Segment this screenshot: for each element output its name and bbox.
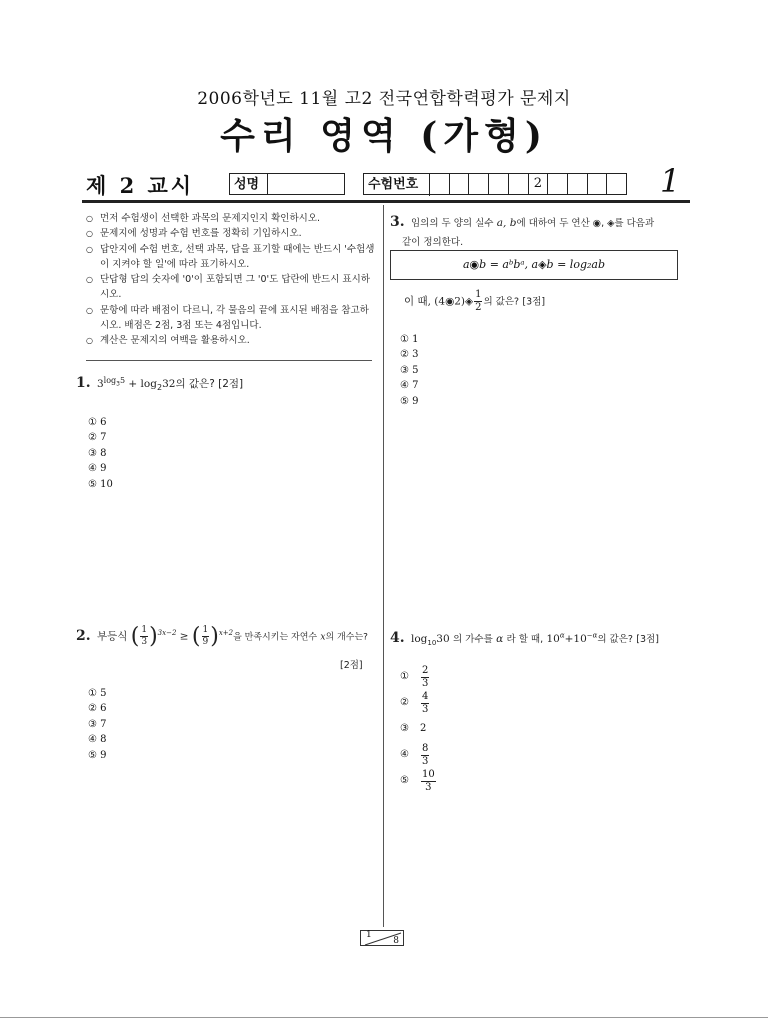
choice-item[interactable]: ② 6 xyxy=(88,703,107,715)
q3-text-b: 에 대하여 두 연산 ◉, ◈를 다음과 xyxy=(516,218,655,229)
q2-prefix: 부등식 xyxy=(96,630,128,643)
q1-base: 3 xyxy=(96,378,104,390)
question-number: 4. xyxy=(390,630,405,646)
definition-box xyxy=(390,250,678,280)
column-divider xyxy=(383,205,384,927)
session-label: 제 2 교시 xyxy=(86,173,195,198)
q4-exp1: α xyxy=(559,631,565,640)
instruction-item: ○ 먼저 수험생이 선택한 과목의 문제지인지 확인하시오. xyxy=(86,211,376,226)
exam-id-cell[interactable] xyxy=(588,174,608,194)
instructions-divider xyxy=(86,360,372,361)
q4-log-sub: 10 xyxy=(427,639,437,648)
page-total: 8 xyxy=(393,936,399,946)
choice-item[interactable] xyxy=(400,742,437,768)
q4-log: log xyxy=(410,633,428,645)
q2-var: x xyxy=(320,632,326,643)
choice-item[interactable]: ③ 8 xyxy=(88,447,107,459)
choice-item[interactable]: ③ 5 xyxy=(400,364,419,376)
choice-item[interactable]: ④ 8 xyxy=(88,734,107,746)
choice-item[interactable]: ④ 7 xyxy=(400,380,419,392)
exam-id-cell[interactable] xyxy=(430,174,450,194)
question-number: 3. xyxy=(390,214,405,230)
question-3-ask xyxy=(404,290,545,313)
question-number: 1. xyxy=(76,375,91,391)
q4-text-a: 의 가수를 xyxy=(453,634,493,645)
instruction-item: ○ 답안지에 수험 번호, 선택 과목, 답을 표기할 때에는 반드시 '수험생이 지켜야 할 일'에 따라 표기하시오. xyxy=(86,242,376,273)
choice-item[interactable]: ① 6 xyxy=(88,417,107,428)
instruction-item: ○ 문제지에 성명과 수험 번호를 정확히 기입하시오. xyxy=(86,226,376,241)
choice-numerator: 2 xyxy=(422,664,429,676)
exam-id-label: 수험번호 xyxy=(364,174,430,196)
page-bottom-edge xyxy=(0,1017,768,1018)
q4-text-b: 라 할 때, xyxy=(506,634,544,645)
points-label: [3점] xyxy=(522,296,546,308)
instructions-list xyxy=(86,211,376,349)
exam-id-cell[interactable] xyxy=(607,174,626,194)
q3-choices xyxy=(400,332,419,409)
choice-item[interactable] xyxy=(400,716,437,742)
exam-id-cell[interactable] xyxy=(489,174,509,194)
choice-mark: ② xyxy=(400,697,409,708)
choice-item[interactable]: ⑤ 9 xyxy=(88,749,107,761)
q3-definition: a◉b = aᵇbᵃ, a◈b = log₂ab xyxy=(463,258,605,271)
q4-base2: 10 xyxy=(573,633,587,645)
q1-exp-arg: 5 xyxy=(119,375,126,385)
q1-log-arg: 32 xyxy=(162,378,176,390)
q1-suffix: 의 값은? xyxy=(175,378,215,390)
choice-mark: ① xyxy=(400,671,409,682)
choice-item[interactable]: ③ 7 xyxy=(88,718,107,730)
points-label: [3점] xyxy=(636,634,659,645)
page-current: 1 xyxy=(366,930,372,940)
choice-item[interactable]: ⑤ 9 xyxy=(400,395,419,407)
q3-text-a: 임의의 두 양의 실수 xyxy=(410,218,494,229)
exam-id-cell[interactable]: 2 xyxy=(529,174,549,194)
choice-item[interactable]: ④ 9 xyxy=(88,463,107,475)
choice-numerator: 10 xyxy=(422,768,435,780)
choice-value: 2 xyxy=(420,723,427,734)
q2-choices xyxy=(88,686,107,763)
exam-id-field[interactable] xyxy=(363,173,627,195)
choice-item[interactable]: ② 3 xyxy=(400,349,419,361)
page-number: 1 xyxy=(660,162,681,200)
q1-plus-log: + log xyxy=(128,378,157,390)
page-indicator xyxy=(360,930,404,946)
instruction-item: ○ 단답형 답의 숫자에 '0'이 포함되면 그 '0'도 답란에 반드시 표시하시오. xyxy=(86,272,376,303)
q2-exp1: 3x−2 xyxy=(157,629,177,637)
q4-log-arg: 30 xyxy=(436,633,450,645)
q3-frac-den: 2 xyxy=(475,302,482,313)
choice-item[interactable]: ② 7 xyxy=(88,432,107,444)
q4-plus: + xyxy=(564,633,574,645)
choice-denominator: 3 xyxy=(422,703,429,715)
q3-frac-num: 1 xyxy=(475,289,482,300)
q2-ge: ≥ xyxy=(179,630,189,643)
choice-item[interactable] xyxy=(400,690,437,716)
name-label: 성명 xyxy=(230,174,268,194)
choice-mark: ③ xyxy=(400,723,409,734)
q2-suffix2: 의 개수는? xyxy=(325,632,368,643)
choice-mark: ④ xyxy=(400,749,409,760)
header-divider xyxy=(82,200,690,203)
question-1 xyxy=(76,375,376,392)
choice-numerator: 4 xyxy=(422,690,429,702)
choice-mark: ⑤ xyxy=(400,775,409,786)
choice-item[interactable]: ⑤ 10 xyxy=(88,478,113,490)
q3-ask-suffix: 의 값은? xyxy=(483,296,520,308)
q4-choices xyxy=(400,664,437,794)
q1-exp: log xyxy=(103,375,117,385)
q2-frac1-num: 1 xyxy=(141,625,148,635)
exam-id-cell[interactable] xyxy=(568,174,588,194)
q4-alpha: α xyxy=(496,633,504,645)
instruction-item: ○ 계산은 문제지의 여백을 활용하시오. xyxy=(86,333,376,348)
q2-frac2-den: 9 xyxy=(202,637,209,647)
q2-frac2-num: 1 xyxy=(202,625,209,635)
q1-choices xyxy=(88,415,113,492)
q3-vars: a, b xyxy=(496,217,517,229)
choice-denominator: 3 xyxy=(422,677,429,689)
q4-base1: 10 xyxy=(546,633,560,645)
q2-exp2: x+2 xyxy=(218,629,234,637)
question-4 xyxy=(390,630,659,647)
choice-item[interactable] xyxy=(400,664,437,690)
choice-item[interactable]: ① 5 xyxy=(88,688,107,699)
q4-suffix: 의 값은? xyxy=(597,634,633,645)
exam-title: 수리 영역 (가형) xyxy=(220,115,548,157)
choice-denominator: 3 xyxy=(425,781,432,793)
q3-ask-prefix: 이 때, (4◉2)◈ xyxy=(404,295,474,308)
exam-id-cell[interactable] xyxy=(469,174,489,194)
question-3 xyxy=(390,213,690,252)
q4-exp2: −α xyxy=(586,631,598,640)
choice-denominator: 3 xyxy=(422,755,429,767)
exam-id-cell[interactable] xyxy=(548,174,568,194)
exam-id-cell[interactable] xyxy=(450,174,470,194)
question-2: 2. 부등식 ( $\frac{1}{3}$ )$^{3x-2}$ ≥ ( $\frac{1}{9}$ )$^{x+2}$을 만족시키는 자연수 x의 개수는? xyxy=(76,624,368,649)
q2-frac1-den: 3 xyxy=(141,637,148,647)
exam-id-cell[interactable] xyxy=(509,174,529,194)
choice-item[interactable] xyxy=(400,768,437,794)
points-label: [2점] xyxy=(340,660,363,671)
q3-text-c: 같이 정의한다. xyxy=(402,237,464,248)
q2-suffix: 을 만족시키는 자연수 xyxy=(233,632,318,643)
question-number: 2. xyxy=(76,627,91,644)
instruction-item: ○ 문항에 따라 배점이 다르니, 각 물음의 끝에 표시된 배점을 참고하시오. 배점은 2점, 3점 또는 4점입니다. xyxy=(86,303,376,334)
exam-subtitle: 2006학년도 11월 고2 전국연합학력평가 문제지 xyxy=(197,89,571,109)
q1-log-sub: 2 xyxy=(156,383,163,393)
q1-exp-sub: 3 xyxy=(116,380,120,388)
choice-item[interactable]: ① 1 xyxy=(400,334,419,345)
points-label: [2점] xyxy=(218,378,244,390)
choice-numerator: 8 xyxy=(422,742,429,754)
name-field[interactable] xyxy=(229,173,345,195)
